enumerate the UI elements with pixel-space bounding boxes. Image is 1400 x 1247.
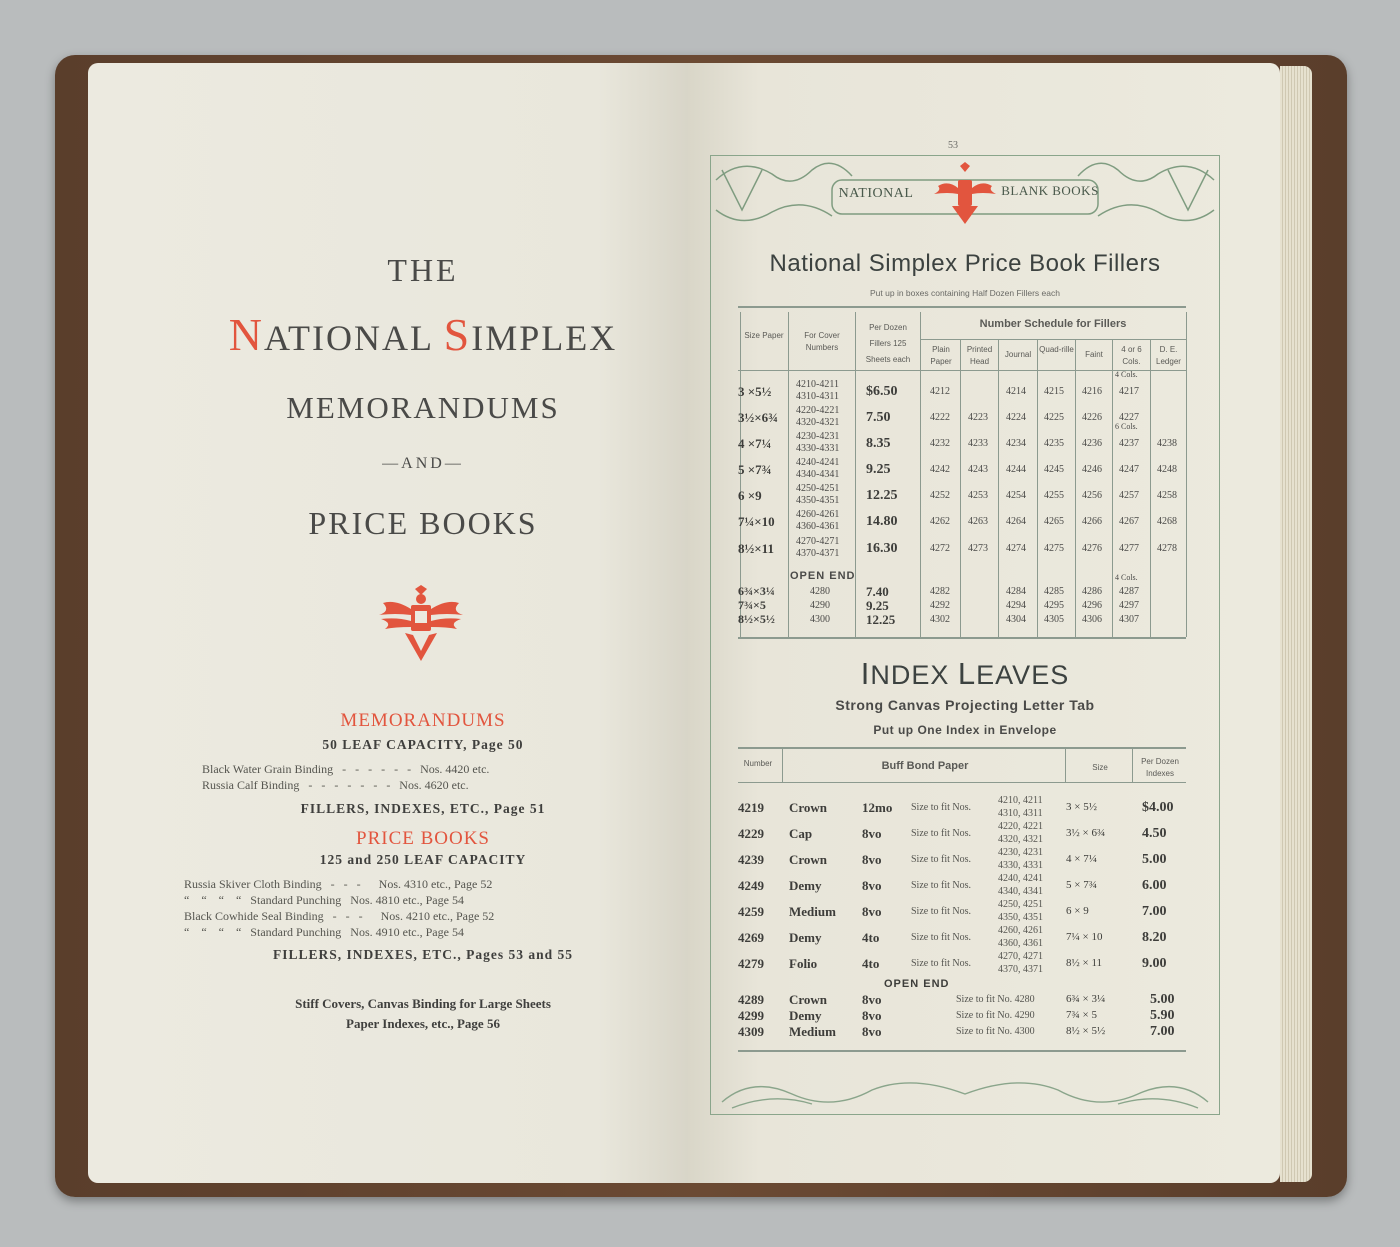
index-price: $4.00 xyxy=(1142,800,1174,815)
title-and: —AND— xyxy=(382,455,464,472)
header-de-ledger: D. E. Ledger xyxy=(1156,345,1181,366)
fillers-quad: 4265 xyxy=(1044,516,1064,527)
open-index-price: 5.00 xyxy=(1150,992,1175,1007)
fillers-quad: 4215 xyxy=(1044,386,1064,397)
fillers-plain: 4222 xyxy=(930,412,950,423)
open-index-format: 8vo xyxy=(862,1024,882,1039)
fillers-cols: 4257 xyxy=(1119,490,1139,501)
price-books-line-2: “ “ “ “ Standard Punching Nos. 4810 etc., Page 54 xyxy=(184,893,464,907)
fillers-ledger: 4278 xyxy=(1157,543,1177,554)
index-size: 3 × 5½ xyxy=(1066,801,1097,813)
fillers-open-end-label: OPEN END xyxy=(790,570,856,582)
index-subtitle: Strong Canvas Projecting Letter Tab xyxy=(835,697,1095,713)
memorandums-capacity: 50 LEAF CAPACITY, Page 50 xyxy=(322,737,524,752)
title-s-initial: S xyxy=(443,309,472,360)
index-price: 5.00 xyxy=(1142,852,1167,867)
open-end-journal: 4284 xyxy=(1006,586,1026,597)
title-price-books: PRICE BOOKS xyxy=(308,505,538,541)
header-journal: Journal xyxy=(1004,350,1032,359)
open-end-quad: 4305 xyxy=(1044,614,1064,625)
index-rule-head xyxy=(738,782,1186,783)
open-end-faint: 4306 xyxy=(1082,614,1102,625)
title-n-initial: N xyxy=(228,309,264,360)
open-index-name: Demy xyxy=(789,1008,822,1023)
fillers-faint: 4266 xyxy=(1082,516,1102,527)
index-size: 7¼ × 10 xyxy=(1066,931,1103,943)
open-end-plain: 4302 xyxy=(930,614,950,625)
fillers-cols: 4247 xyxy=(1119,464,1139,475)
fillers-quad: 4235 xyxy=(1044,438,1064,449)
open-index-price: 5.90 xyxy=(1150,1008,1175,1023)
fillers-size: 6 ×9 xyxy=(738,488,762,503)
index-size: 8½ × 11 xyxy=(1066,957,1103,969)
table-col-rule xyxy=(1037,339,1038,637)
eagle-emblem-icon xyxy=(375,585,467,663)
table-col-rule xyxy=(1075,339,1076,637)
fillers-open-end-note: 4 Cols. xyxy=(1115,573,1138,582)
open-end-quad: 4295 xyxy=(1044,600,1064,611)
footer-ornament xyxy=(712,1072,1218,1114)
fillers-price: 12.25 xyxy=(866,488,898,503)
title-national-simplex xyxy=(88,308,758,361)
fillers-price: 8.35 xyxy=(866,436,891,451)
index-header-per-dozen: Per Dozen Indexes xyxy=(1141,757,1179,778)
open-index-number: 4299 xyxy=(738,1008,764,1023)
open-end-price: 7.40 xyxy=(866,584,889,599)
fillers-size: 4 ×7¼ xyxy=(738,436,772,451)
open-end-plain: 4292 xyxy=(930,600,950,611)
open-index-number: 4309 xyxy=(738,1024,764,1039)
header-per-dozen: Per Dozen Fillers 125 Sheets each xyxy=(865,323,911,364)
index-cover-nos: 4230, 4231 4330, 4331 xyxy=(998,847,1043,871)
fillers-cols: 4227 xyxy=(1119,412,1139,423)
index-cover-nos: 4210, 4211 4310, 4311 xyxy=(998,795,1043,819)
index-cover-nos: 4270, 4271 4370, 4371 xyxy=(998,951,1043,975)
open-index-format: 8vo xyxy=(862,1008,882,1023)
fillers-col-note: 6 Cols. xyxy=(1115,422,1138,431)
open-end-size: 8½×5½ xyxy=(738,612,775,626)
fillers-cols: 4237 xyxy=(1119,438,1139,449)
page-number: 53 xyxy=(948,140,958,151)
index-cover-nos: 4220, 4221 4320, 4321 xyxy=(998,821,1043,845)
index-name: Crown xyxy=(789,800,828,815)
open-end-quad: 4285 xyxy=(1044,586,1064,597)
index-rule-bottom xyxy=(738,1050,1186,1052)
price-books-fillers: FILLERS, INDEXES, ETC., Pages 53 and 55 xyxy=(272,947,574,962)
table-rule-bottom xyxy=(738,637,1186,639)
header-schedule: Number Schedule for Fillers xyxy=(979,318,1127,330)
open-end-size: 6¾×3¼ xyxy=(738,584,775,598)
index-number: 4269 xyxy=(738,930,764,945)
open-end-price: 12.25 xyxy=(866,612,896,627)
fillers-cover: 4210-4211 4310-4311 xyxy=(796,379,839,402)
fillers-plain: 4232 xyxy=(930,438,950,449)
fillers-quad: 4255 xyxy=(1044,490,1064,501)
header-cover: For Cover Numbers xyxy=(804,331,840,352)
index-number: 4239 xyxy=(738,852,764,867)
fillers-plain: 4262 xyxy=(930,516,950,527)
fillers-journal: 4234 xyxy=(1006,438,1026,449)
index-format: 8vo xyxy=(862,878,882,893)
banner-ornament xyxy=(712,150,1218,240)
open-index-name: Medium xyxy=(789,1024,836,1039)
header-quadrille: Quad-rille xyxy=(1039,345,1074,354)
title-the: THE xyxy=(387,252,459,288)
open-end-journal: 4294 xyxy=(1006,600,1026,611)
index-title-ndex: NDEX xyxy=(870,660,950,690)
open-end-cols: 4307 xyxy=(1119,614,1139,625)
fillers-cover: 4230-4231 4330-4331 xyxy=(796,431,840,454)
index-fit: Size to fit Nos. xyxy=(911,802,971,813)
fillers-plain: 4212 xyxy=(930,386,950,397)
fillers-faint: 4256 xyxy=(1082,490,1102,501)
fillers-note: Put up in boxes containing Half Dozen Fillers each xyxy=(870,288,1060,298)
fillers-faint: 4236 xyxy=(1082,438,1102,449)
fillers-quad: 4225 xyxy=(1044,412,1064,423)
fillers-cover: 4220-4221 4320-4321 xyxy=(796,405,840,428)
table-rule-top xyxy=(738,306,1186,308)
index-price: 9.00 xyxy=(1142,956,1167,971)
open-index-fit: Size to fit No. 4300 xyxy=(956,1026,1035,1037)
index-size: 4 × 7¼ xyxy=(1066,853,1097,865)
fillers-cols: 4267 xyxy=(1119,516,1139,527)
header-plain: Plain Paper xyxy=(930,345,952,366)
open-end-faint: 4286 xyxy=(1082,586,1102,597)
price-books-line-4: “ “ “ “ Standard Punching Nos. 4910 etc., Page 54 xyxy=(184,925,464,939)
fillers-printed: 4263 xyxy=(968,516,988,527)
index-envelope-note: Put up One Index in Envelope xyxy=(873,723,1057,737)
page-edges xyxy=(1280,66,1312,1182)
index-title-i: I xyxy=(860,656,871,691)
index-number: 4229 xyxy=(738,826,764,841)
header-cols: 4 or 6 Cols. xyxy=(1121,345,1142,366)
price-books-line-1: Russia Skiver Cloth Binding - - - Nos. 4310 etc., Page 52 xyxy=(184,877,493,891)
table-col-rule xyxy=(920,312,921,637)
open-index-size: 6¾ × 3¼ xyxy=(1066,993,1106,1005)
fillers-price: 9.25 xyxy=(866,462,891,477)
fillers-printed: 4223 xyxy=(968,412,988,423)
open-index-size: 8½ × 5½ xyxy=(1066,1025,1106,1037)
price-books-capacity: 125 and 250 LEAF CAPACITY xyxy=(319,852,527,867)
fillers-faint: 4276 xyxy=(1082,543,1102,554)
fillers-plain: 4272 xyxy=(930,543,950,554)
title-simplex-rest: IMPLEX xyxy=(471,318,618,358)
banner-national: NATIONAL xyxy=(838,186,914,201)
fillers-journal: 4264 xyxy=(1006,516,1026,527)
index-col-rule xyxy=(1132,749,1133,782)
index-size: 3½ × 6¾ xyxy=(1066,827,1106,839)
table-col-rule xyxy=(1112,339,1113,637)
index-title-l: L xyxy=(957,656,977,691)
fillers-cover: 4260-4261 4360-4361 xyxy=(796,509,840,532)
index-title-eaves: EAVES xyxy=(976,660,1070,690)
fillers-cover: 4250-4251 4350-4351 xyxy=(796,483,840,506)
open-index-number: 4289 xyxy=(738,992,764,1007)
index-fit: Size to fit Nos. xyxy=(911,958,971,969)
open-end-cols: 4297 xyxy=(1119,600,1139,611)
fillers-cols: 4217 xyxy=(1119,386,1139,397)
fillers-journal: 4274 xyxy=(1006,543,1026,554)
index-name: Crown xyxy=(789,852,828,867)
memorandums-fillers: FILLERS, INDEXES, ETC., Page 51 xyxy=(300,801,546,816)
fillers-price: 7.50 xyxy=(866,410,891,425)
index-cover-nos: 4240, 4241 4340, 4341 xyxy=(998,873,1043,897)
open-end-cols: 4287 xyxy=(1119,586,1139,597)
index-header-size: Size xyxy=(1092,763,1108,772)
fillers-printed: 4273 xyxy=(968,543,988,554)
open-end-price: 9.25 xyxy=(866,598,889,613)
open-index-format: 8vo xyxy=(862,992,882,1007)
index-col-rule xyxy=(782,749,783,782)
index-number: 4249 xyxy=(738,878,764,893)
index-number: 4259 xyxy=(738,904,764,919)
index-cover-nos: 4250, 4251 4350, 4351 xyxy=(998,899,1043,923)
index-fit: Size to fit Nos. xyxy=(911,828,971,839)
fillers-faint: 4216 xyxy=(1082,386,1102,397)
index-format: 12mo xyxy=(862,800,893,815)
fillers-plain: 4242 xyxy=(930,464,950,475)
memorandums-line-2: Russia Calf Binding - - - - - - - Nos. 4620 etc. xyxy=(202,778,469,792)
index-open-end-label: OPEN END xyxy=(884,978,950,990)
index-format: 4to xyxy=(862,930,880,945)
fillers-cols: 4277 xyxy=(1119,543,1139,554)
table-col-rule xyxy=(1150,339,1151,637)
open-end-size: 7¾×5 xyxy=(738,598,766,612)
title-national-rest: ATIONAL xyxy=(264,318,433,358)
stiff-covers-line-1: Stiff Covers, Canvas Binding for Large Sheets xyxy=(295,996,551,1011)
fillers-ledger: 4258 xyxy=(1157,490,1177,501)
index-price: 4.50 xyxy=(1142,826,1167,841)
index-number: 4219 xyxy=(738,800,764,815)
open-index-name: Crown xyxy=(789,992,828,1007)
memorandums-line-1: Black Water Grain Binding - - - - - - Nos. 4420 etc. xyxy=(202,762,490,776)
header-printed: Printed Head xyxy=(966,345,993,366)
open-end-cover: 4280 xyxy=(810,586,830,597)
title-memorandums: MEMORANDUMS xyxy=(286,390,560,425)
index-size: 6 × 9 xyxy=(1066,905,1089,917)
index-cover-nos: 4260, 4261 4360, 4361 xyxy=(998,925,1043,949)
table-col-rule xyxy=(960,339,961,637)
fillers-journal: 4224 xyxy=(1006,412,1026,423)
header-faint: Faint xyxy=(1085,350,1103,359)
fillers-ledger: 4268 xyxy=(1157,516,1177,527)
table-col-rule xyxy=(998,339,999,637)
index-rule-top xyxy=(738,747,1186,749)
index-col-rule xyxy=(1065,749,1066,782)
open-index-fit: Size to fit No. 4290 xyxy=(956,1010,1035,1021)
fillers-price: 14.80 xyxy=(866,514,898,529)
index-name: Demy xyxy=(789,878,822,893)
index-fit: Size to fit Nos. xyxy=(911,880,971,891)
stiff-covers-line-2: Paper Indexes, etc., Page 56 xyxy=(346,1016,500,1031)
fillers-faint: 4226 xyxy=(1082,412,1102,423)
fillers-journal: 4254 xyxy=(1006,490,1026,501)
fillers-size: 3½×6¾ xyxy=(738,410,778,425)
open-end-faint: 4296 xyxy=(1082,600,1102,611)
index-name: Medium xyxy=(789,904,836,919)
price-books-heading: PRICE BOOKS xyxy=(356,828,490,849)
fillers-quad: 4245 xyxy=(1044,464,1064,475)
open-index-size: 7¾ × 5 xyxy=(1066,1009,1097,1021)
open-end-cover: 4290 xyxy=(810,600,830,611)
fillers-printed: 4233 xyxy=(968,438,988,449)
fillers-plain: 4252 xyxy=(930,490,950,501)
fillers-cover: 4240-4241 4340-4341 xyxy=(796,457,840,480)
fillers-ledger: 4248 xyxy=(1157,464,1177,475)
open-index-price: 7.00 xyxy=(1150,1024,1175,1039)
index-price: 7.00 xyxy=(1142,904,1167,919)
index-header-number: Number xyxy=(743,759,773,768)
index-name: Demy xyxy=(789,930,822,945)
index-header-paper: Buff Bond Paper xyxy=(881,760,969,772)
fillers-printed: 4243 xyxy=(968,464,988,475)
fillers-price: 16.30 xyxy=(866,541,898,556)
price-books-line-3: Black Cowhide Seal Binding - - - Nos. 4210 etc., Page 52 xyxy=(184,909,495,923)
fillers-size: 7¼×10 xyxy=(738,514,775,529)
fillers-size: 5 ×7¾ xyxy=(738,462,772,477)
open-end-plain: 4282 xyxy=(930,586,950,597)
fillers-col-note: 4 Cols. xyxy=(1115,370,1138,379)
index-name: Folio xyxy=(789,956,818,971)
index-number: 4279 xyxy=(738,956,764,971)
index-fit: Size to fit Nos. xyxy=(911,854,971,865)
header-size: Size Paper xyxy=(744,331,784,340)
fillers-printed: 4253 xyxy=(968,490,988,501)
table-col-rule xyxy=(855,312,856,637)
table-col-rule xyxy=(1186,312,1187,637)
index-size: 5 × 7¾ xyxy=(1066,879,1097,891)
index-price: 8.20 xyxy=(1142,930,1167,945)
fillers-quad: 4275 xyxy=(1044,543,1064,554)
fillers-faint: 4246 xyxy=(1082,464,1102,475)
index-format: 8vo xyxy=(862,904,882,919)
fillers-title: National Simplex Price Book Fillers xyxy=(769,250,1161,277)
index-format: 8vo xyxy=(862,826,882,841)
index-leaves-title xyxy=(700,656,1230,692)
index-format: 8vo xyxy=(862,852,882,867)
fillers-journal: 4214 xyxy=(1006,386,1026,397)
banner-blank-books: BLANK BOOKS xyxy=(1001,183,1099,198)
index-format: 4to xyxy=(862,956,880,971)
open-end-cover: 4300 xyxy=(810,614,830,625)
index-price: 6.00 xyxy=(1142,878,1167,893)
index-name: Cap xyxy=(789,826,813,841)
fillers-price: $6.50 xyxy=(866,384,898,399)
index-fit: Size to fit Nos. xyxy=(911,932,971,943)
fillers-ledger: 4238 xyxy=(1157,438,1177,449)
index-fit: Size to fit Nos. xyxy=(911,906,971,917)
memorandums-heading: MEMORANDUMS xyxy=(340,710,506,731)
fillers-size: 3 ×5½ xyxy=(738,384,772,399)
fillers-journal: 4244 xyxy=(1006,464,1026,475)
fillers-size: 8½×11 xyxy=(738,541,774,556)
open-end-journal: 4304 xyxy=(1006,614,1026,625)
fillers-cover: 4270-4271 4370-4371 xyxy=(796,536,840,559)
table-col-rule xyxy=(788,312,789,637)
open-index-fit: Size to fit No. 4280 xyxy=(956,994,1035,1005)
